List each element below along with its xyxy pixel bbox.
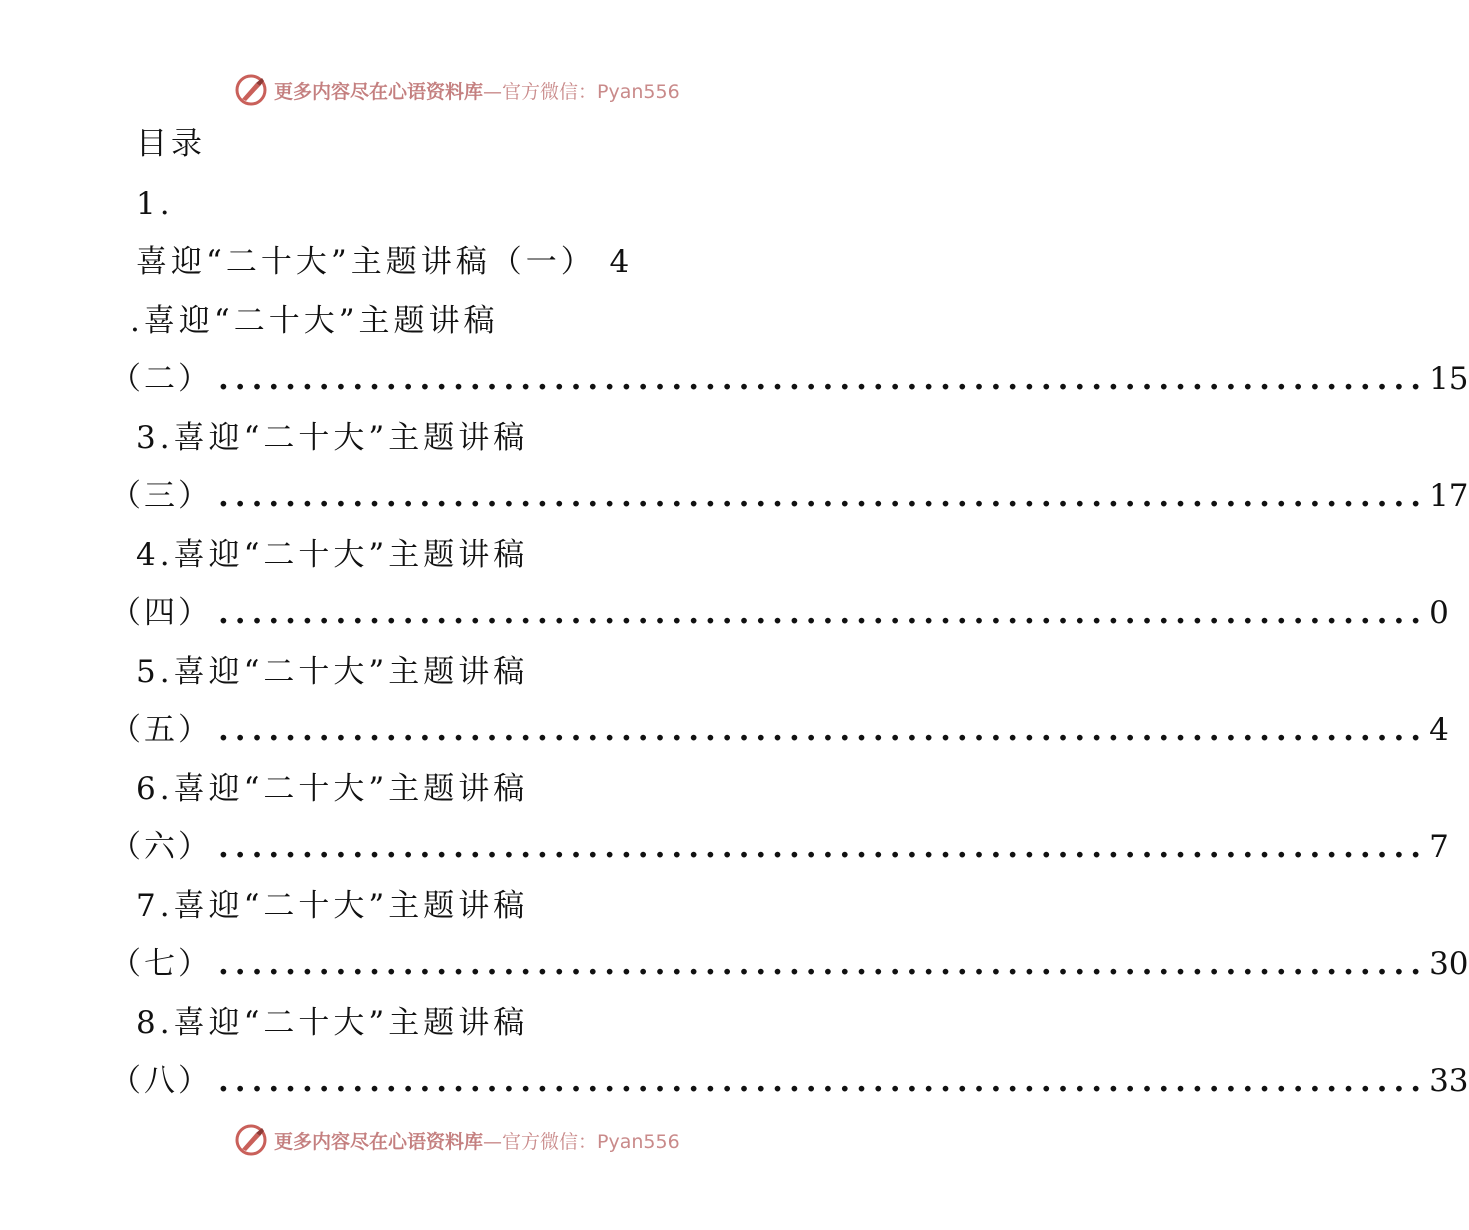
- toc-item-8-title: 8.喜迎“二十大”主题讲稿: [136, 1005, 529, 1041]
- toc-entry-4-row: [110, 593, 1449, 633]
- toc-title: 目录: [136, 126, 206, 162]
- toc-page-number: 33: [1429, 1063, 1469, 1099]
- toc-leader-dots: ........................................................................: [218, 361, 1428, 397]
- toc-page-number: 4: [1429, 712, 1449, 748]
- toc-entry-3-row: [110, 476, 1469, 516]
- toc-leader-dots: ........................................................................: [218, 595, 1428, 631]
- footer-banner: [234, 1122, 754, 1158]
- toc-entry-2-row: [110, 359, 1469, 399]
- footer-banner-text: [274, 1127, 680, 1154]
- toc-item-4-title: 4.喜迎“二十大”主题讲稿: [136, 537, 529, 573]
- footer-banner-name: 更多内容尽在心语资料库: [274, 1130, 484, 1153]
- toc-page-number: 17: [1429, 478, 1469, 514]
- toc-entry-paren: （六）: [110, 829, 212, 865]
- toc-entry-7-row: [110, 944, 1469, 984]
- toc-page-number: 15: [1429, 361, 1469, 397]
- toc-item-5-title: 5.喜迎“二十大”主题讲稿: [136, 654, 529, 690]
- toc-leader-dots: ........................................................................: [218, 829, 1428, 865]
- toc-item-6-title: 6.喜迎“二十大”主题讲稿: [136, 771, 529, 807]
- toc-entry-paren: （二）: [110, 361, 212, 397]
- header-banner: [234, 72, 754, 108]
- toc-leader-dots: ........................................................................: [218, 478, 1428, 514]
- header-banner-name: 更多内容尽在心语资料库: [274, 80, 484, 103]
- toc-leader-dots: ........................................................................: [218, 712, 1428, 748]
- toc-entry-paren: （三）: [110, 478, 212, 514]
- header-banner-wechat: —官方微信：Pyan556: [483, 80, 680, 103]
- toc-leader-dots: ........................................................................: [218, 1063, 1428, 1099]
- toc-entry-8-row: [110, 1061, 1469, 1101]
- toc-item-2-title: .喜迎“二十大”主题讲稿: [130, 303, 499, 339]
- toc-leader-dots: ........................................................................: [218, 946, 1428, 982]
- pen-logo-icon: [234, 1123, 268, 1157]
- toc-page-number: 30: [1429, 946, 1469, 982]
- toc-item-7-title: 7.喜迎“二十大”主题讲稿: [136, 888, 529, 924]
- toc-entry-5-row: [110, 710, 1449, 750]
- toc-entry-6-row: [110, 827, 1449, 867]
- toc-entry-paren: （五）: [110, 712, 212, 748]
- toc-item-1-number: 1.: [136, 186, 174, 222]
- toc-item-1: 喜迎“二十大”主题讲稿（一） 4: [136, 244, 634, 280]
- toc-entry-paren: （八）: [110, 1063, 212, 1099]
- toc-page-number: 7: [1429, 829, 1449, 865]
- pen-logo-icon: [234, 73, 268, 107]
- toc-entry-paren: （四）: [110, 595, 212, 631]
- header-banner-text: [274, 77, 680, 104]
- toc-entry-paren: （七）: [110, 946, 212, 982]
- toc-item-3-title: 3.喜迎“二十大”主题讲稿: [136, 420, 529, 456]
- footer-banner-wechat: —官方微信：Pyan556: [483, 1130, 680, 1153]
- toc-page-number: 0: [1429, 595, 1449, 631]
